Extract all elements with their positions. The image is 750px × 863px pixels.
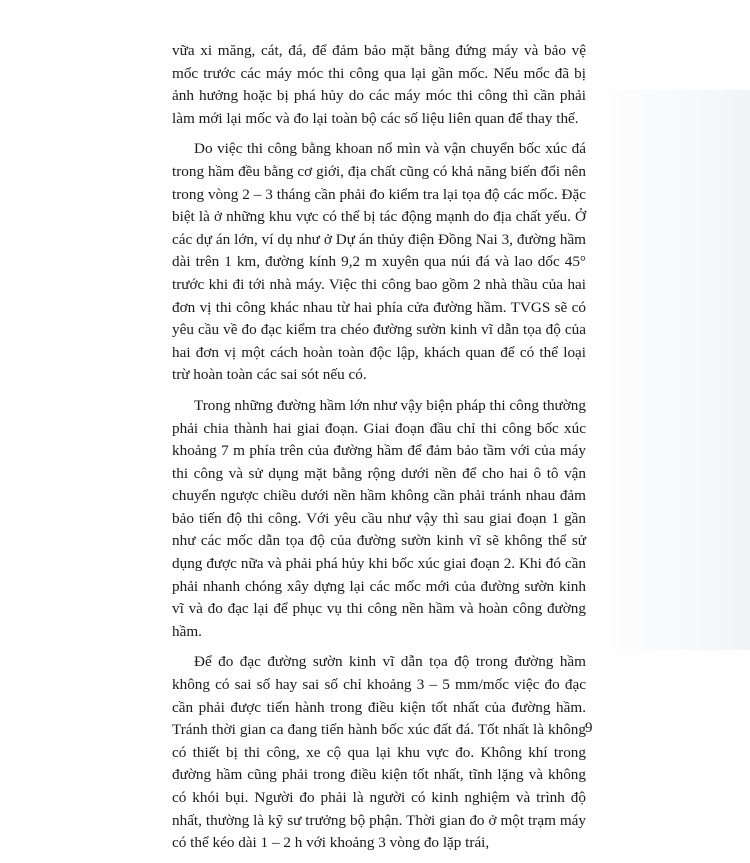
show-through-shadow	[600, 90, 750, 650]
paragraph-2: Do việc thi công bằng khoan nổ mìn và vận chuyển bốc xúc đá trong hầm đều bằng cơ giới, địa chất cũng có khả năng biến đổi nên trong vòng 2 – 3 tháng cần phải đo kiểm tra lại tọa độ các mốc. Đặc biệt là ở những khu vực có thể bị tác động mạnh do địa chất yếu. Ở các dự án lớn, ví dụ như ở Dự án thủy điện Đồng Nai 3, đường hầm dài trên 1 km, đường kính 9,2 m xuyên qua núi đá và lao dốc 45° trước khi đi tới nhà máy. Việc thi công bao gồm 2 nhà thầu của hai đơn vị thi công khác nhau từ hai phía cửa đường hầm. TVGS sẽ có yêu cầu về đo đạc kiểm tra chéo đường sườn kinh vĩ dẫn tọa độ của hai đơn vị một cách hoàn toàn độc lập, khách quan để có thể loại trừ hoàn toàn các sai sót nếu có.	[172, 140, 586, 384]
body-text	[172, 40, 586, 863]
paragraph-3: Trong những đường hầm lớn như vậy biện pháp thi công thường phải chia thành hai giai đoạn. Giai đoạn đầu chỉ thi công bốc xúc khoảng 7 m phía trên của đường hầm để đảm bảo tầm với của máy thi công và sử dụng mặt bằng rộng dưới nền để cho hai ô tô vận chuyển ngược chiều dưới nền hầm không cần phải tránh nhau đảm bảo tiến độ thi công. Với yêu cầu như vậy thì sau giai đoạn 1 gần như các mốc dẫn tọa độ của đường sườn kinh vĩ sẽ không thể sử dụng được nữa và phải phá hủy khi bốc xúc giai đoạn 2. Khi đó cần phải nhanh chóng xây dựng lại các mốc mới của đường sườn kinh vĩ và đo đạc lại để phục vụ thi công nền hầm và hoàn công đường hầm.	[172, 396, 586, 640]
paragraph-4: Để đo đạc đường sườn kinh vĩ dẫn tọa độ trong đường hầm không có sai số hay sai số chỉ khoảng 3 – 5 mm/mốc việc đo đạc cần phải được tiến hành trong điều kiện tốt nhất của đường hầm. Tránh thời gian ca đang tiến hành bốc xúc đất đá. Tốt nhất là không có thiết bị thi công, xe cộ qua lại khu vực đo. Không khí trong đường hầm cũng phải trong điều kiện tốt nhất, tĩnh lặng và không có khói bụi. Người đo phải là người có kinh nghiệm và trình độ nhất, thường là kỹ sư trưởng bộ phận. Thời gian đo ở một trạm máy có thể kéo dài 1 – 2 h với khoảng 3 vòng đo lặp trái,	[172, 653, 586, 852]
page-number: 9	[585, 720, 593, 736]
paragraph-1: vữa xi măng, cát, đá, để đảm bảo mặt bằng đứng máy và bảo vệ mốc trước các máy móc thi công qua lại gần mốc. Nếu mốc đã bị ảnh hưởng hoặc bị phá hủy do các máy móc thi công thì cần phải làm mới lại mốc và đo lại toàn bộ các số liệu liên quan để thay thế.	[172, 42, 586, 127]
